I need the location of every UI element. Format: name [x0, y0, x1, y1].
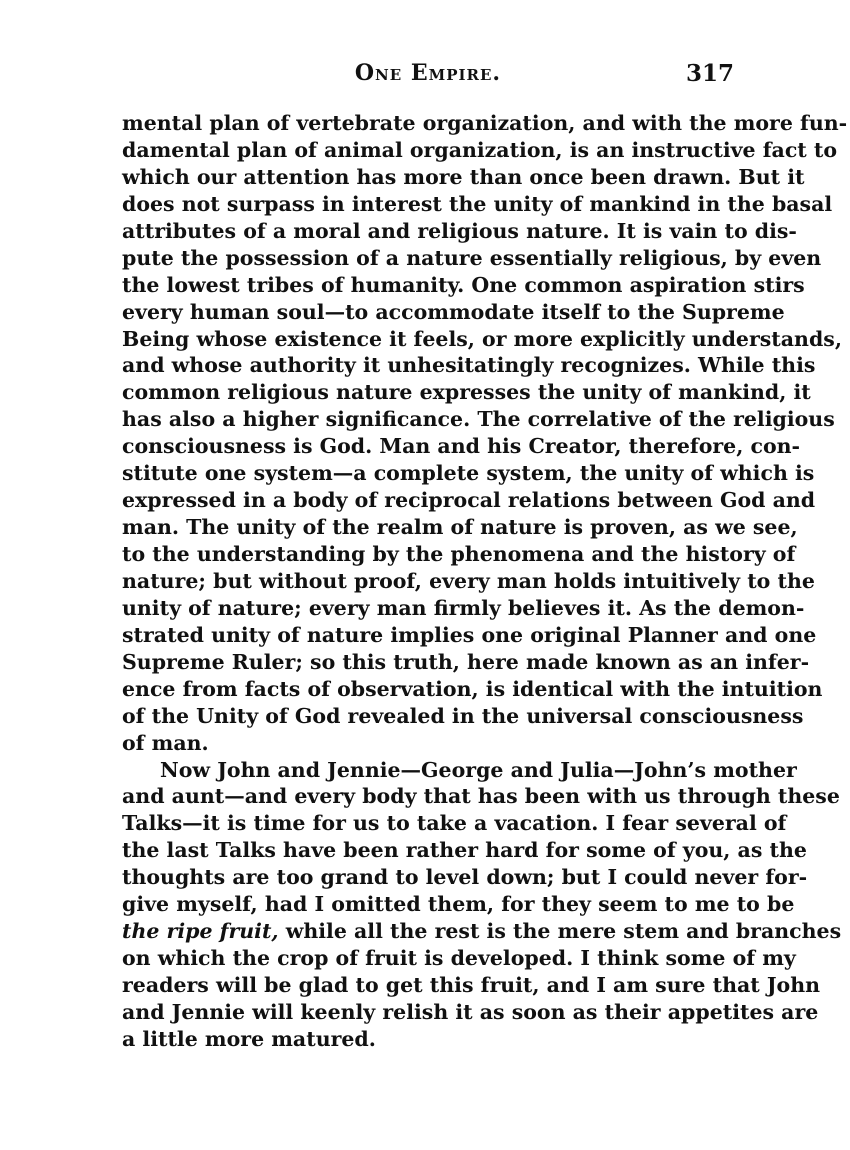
text-line: pute the possession of a nature essentially religious, by even — [122, 245, 822, 270]
paragraph-2 — [122, 757, 842, 1053]
running-head: One Empire. — [354, 60, 502, 86]
text-line: give myself, had I omitted them, for they seem to me to be — [122, 892, 795, 917]
text-line: damental plan of animal organization, is an instructive fact to — [122, 137, 838, 162]
text-line: which our attention has more than once been drawn. But it — [122, 164, 805, 189]
text-line: the last Talks have been rather hard for some of you, as the — [122, 838, 807, 863]
line-remainder: while all the rest is the mere stem and branches — [278, 919, 842, 944]
text-line: Being whose existence it feels, or more explicitly understands, — [122, 326, 842, 351]
text-line: and Jennie will keenly relish it as soon as their appetites are — [122, 999, 819, 1024]
text-line: on which the crop of fruit is developed. I think some of my — [122, 946, 796, 971]
text-line: consciousness is God. Man and his Creator, therefore, con- — [122, 434, 801, 459]
text-line: readers will be glad to get this fruit, and I am sure that John — [122, 973, 821, 997]
text-line: strated unity of nature implies one original Planner and one — [122, 622, 817, 647]
text-line: the lowest tribes of humanity. One common aspiration stirs — [122, 272, 805, 297]
page-number: 317 — [685, 60, 734, 87]
text-line: attributes of a moral and religious nature. It is vain to dis- — [122, 218, 797, 243]
text-line: a little more matured. — [122, 1026, 376, 1051]
text-line: of man. — [122, 730, 209, 755]
text-line: expressed in a body of reciprocal relations between God and — [122, 488, 816, 513]
text-line: thoughts are too grand to level down; but I could never for- — [122, 865, 808, 890]
text-line: does not surpass in interest the unity of mankind in the basal — [122, 191, 833, 216]
text-line: Talks—it is time for us to take a vacation. I fear several of — [122, 811, 787, 836]
text-line: stitute one system—a complete system, the unity of which is — [122, 461, 815, 486]
text-line: unity of nature; every man firmly believes it. As the demon- — [122, 595, 805, 620]
italic-phrase: the ripe fruit, — [122, 919, 279, 944]
text-line: every human soul—to accommodate itself to the Supreme — [122, 299, 785, 324]
text-line: ence from facts of observation, is identical with the intuition — [122, 676, 823, 701]
text-line: nature; but without proof, every man holds intuitively to the — [122, 568, 815, 593]
paragraph-1 — [122, 110, 848, 757]
text-line: common religious nature expresses the unity of mankind, it — [122, 380, 811, 405]
text-line: of the Unity of God revealed in the universal consciousness — [122, 703, 804, 728]
text-line: has also a higher significance. The correlative of the religious — [122, 407, 835, 432]
text-line: man. The unity of the realm of nature is proven, as we see, — [122, 515, 798, 540]
text-line-with-italic — [122, 918, 842, 945]
text-line: and whose authority it unhesitatingly recognizes. While this — [122, 353, 816, 378]
page-header — [122, 60, 734, 94]
body-text — [122, 110, 848, 1053]
text-line: to the understanding by the phenomena and the history of — [122, 542, 796, 566]
text-line: and aunt—and every body that has been with us through these — [122, 784, 840, 809]
text-line: mental plan of vertebrate organization, and with the more fun- — [122, 111, 848, 135]
text-line: Supreme Ruler; so this truth, here made known as an infer- — [122, 649, 810, 674]
text-line: Now John and Jennie—George and Julia—John’s mother — [160, 757, 797, 782]
